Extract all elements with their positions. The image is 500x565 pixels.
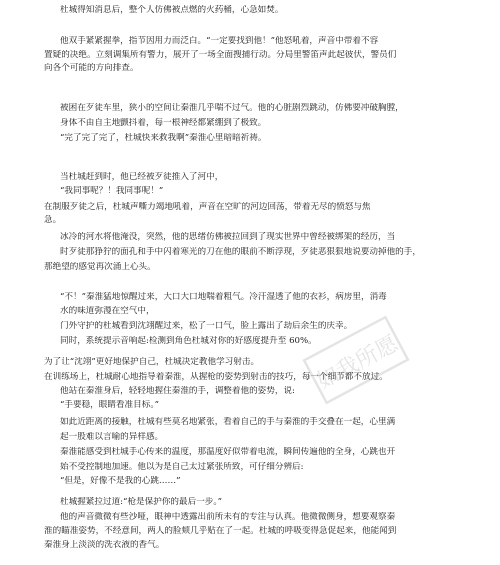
paragraph-line <box>0 292 500 303</box>
line-text: 置疑的决绝。立刻调集所有警力，展开了一场全面搜捕行动。分局里警笛声此起彼伏，警员们 <box>44 50 397 60</box>
paragraph-line <box>0 306 500 317</box>
line-text: 为了让“沈翊”更好地保护自己，杜城决定教他学习射击。 <box>44 357 260 367</box>
paragraph-line <box>0 512 500 523</box>
line-text: 同时，系统提示音响起:检测到角色杜城对你的好感度提升至 60%。 <box>60 336 317 346</box>
paragraph-line <box>0 172 500 183</box>
line-text: 他的声音微微有些沙哑，眼神中透露出前所未有的专注与认真。他微微侧身，想要观察秦 <box>60 512 396 522</box>
line-text: “但是，好像不是我的心跳……” <box>60 476 181 486</box>
line-text: 水的味道弥漫在空气中， <box>60 306 155 316</box>
paragraph-line <box>0 386 500 397</box>
paragraph-line <box>0 202 500 213</box>
paragraph-line <box>0 497 500 508</box>
line-text: 门外守护的杜城看到沈翊醒过来，松了一口气，脸上露出了劫后余生的庆幸。 <box>60 321 353 331</box>
paragraph-line <box>0 540 500 551</box>
line-text: 秦淮能感受到杜城手心传来的温度，那温度好似带着电流，瞬间传遍他的全身，心跳也开 <box>60 447 396 457</box>
paragraph-line <box>0 432 500 443</box>
line-text: 被困在歹徒车里，狭小的空间让秦淮几乎喘不过气。他的心脏剧烈跳动，仿佛要冲破胸膛， <box>60 103 404 113</box>
paragraph-line <box>0 447 500 458</box>
paragraph-line <box>0 321 500 332</box>
paragraph-line <box>0 247 500 258</box>
paragraph-line <box>0 336 500 347</box>
paragraph-line <box>0 357 500 368</box>
line-text: 当杜城赶到时，他已经被歹徒推入了河中， <box>60 172 224 182</box>
paragraph-line <box>0 476 500 487</box>
paragraph-line <box>0 186 500 197</box>
line-text: 秦淮身上淡淡的洗衣液的香气。 <box>44 540 165 550</box>
paragraph-line <box>0 462 500 473</box>
paragraph-line <box>0 5 500 16</box>
paragraph-line <box>0 400 500 411</box>
line-text: 向各个可能的方向排查。 <box>44 63 139 73</box>
line-text: “手要稳，眼睛看准目标。” <box>60 400 160 410</box>
paragraph-line <box>0 63 500 74</box>
line-text: 在制服歹徒之后，杜城声嘶力竭地吼着，声音在空旷的河边回荡，带着无尽的愤怒与焦 <box>44 202 371 212</box>
paragraph-line <box>0 526 500 537</box>
line-text: “不！”秦淮猛地惊醒过来，大口大口地喘着粗气。冷汗湿透了他的衣衫，病房里，消毒 <box>60 292 387 302</box>
line-text: “完了完了完了，杜城快来救我啊”秦淮心里暗暗祈祷。 <box>60 133 267 143</box>
line-text: 淮的瞄准姿势，不经意间，两人的脸颊几乎贴在了一起。杜城的呼吸变得急促起来，他能闻到 <box>44 526 397 536</box>
line-text: 如此近距离的接触，杜城有些莫名地紧张，看着自己的手与秦淮的手交叠在一起，心里满 <box>60 417 396 427</box>
line-text: 起一股难以言喻的异样感。 <box>60 432 164 442</box>
line-text: 时歹徒那狰狞的面孔和手中闪着寒光的刀在他的眼前不断浮现，歹徒恶狠狠地说要动掉他的手， <box>60 247 421 257</box>
line-text: 杜城握紧拉过道:“枪是保护你的最后一步。” <box>60 497 223 507</box>
line-text: 始不受控制地加速。他以为是自己太过紧张所致，可仔细分辨后: <box>60 462 304 472</box>
line-text: “我同事呢？！我同事呢！” <box>60 186 164 196</box>
paragraph-line <box>0 133 500 144</box>
paragraph-line <box>0 118 500 129</box>
line-text: 身体不由自主地颤抖着，每一根神经都紧绷到了极致。 <box>60 118 267 128</box>
line-text: 冰冷的河水将他淹没，突然，他的思绪仿佛被拉回到了现实世界中曾经被绑架的经历，当 <box>60 232 396 242</box>
paragraph-line <box>0 36 500 47</box>
paragraph-line <box>0 232 500 243</box>
paragraph-line <box>0 262 500 273</box>
paragraph-line <box>0 417 500 428</box>
paragraph-line <box>0 372 500 383</box>
line-text: 杜城得知消息后，整个人仿佛被点燃的火药桶，心急如焚。 <box>60 5 284 15</box>
line-text: 他站在秦淮身后，轻轻地握住秦淮的手，调整着他的姿势，说: <box>60 386 295 396</box>
line-text: 在训练场上，杜城耐心地指导着秦淮，从握枪的姿势到射击的技巧，每一个细节都不放过。 <box>44 372 388 382</box>
paragraph-line <box>0 103 500 114</box>
paragraph-line <box>0 50 500 61</box>
line-text: 他双手紧紧握拳，指节因用力而泛白。“一定要找到他！”他怒吼着，声音中带着不容 <box>60 36 379 46</box>
line-text: 那绝望的感觉再次涌上心头。 <box>44 262 156 272</box>
line-text: 急。 <box>44 215 62 225</box>
svg-text:如我所愿: 如我所愿 <box>312 331 403 395</box>
paragraph-line <box>0 215 500 226</box>
